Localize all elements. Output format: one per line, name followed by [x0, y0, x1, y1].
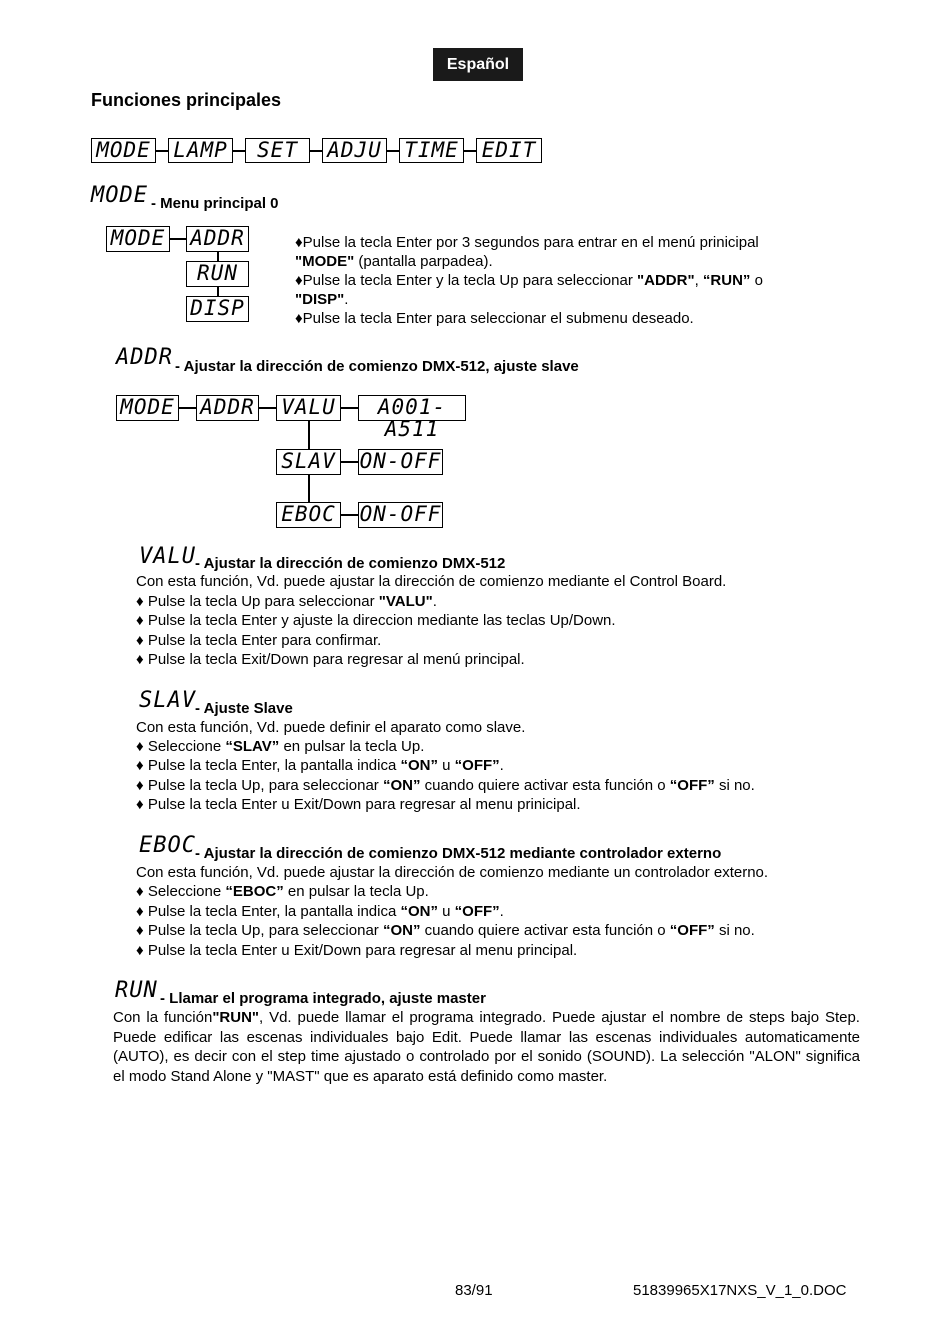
- slav-bullet-3: ♦ Pulse la tecla Up, para seleccionar “ON” cuando quiere activar esta función o “OFF” si no.: [136, 777, 755, 794]
- bullet-icon: ♦: [136, 942, 144, 959]
- slav-bullet-2: ♦ Pulse la tecla Enter, la pantalla indica “ON” u “OFF”.: [136, 757, 504, 774]
- lcd-address-range: A001-A511: [358, 395, 466, 421]
- lcd-set: SET: [245, 138, 310, 163]
- lcd-time: TIME: [399, 138, 464, 163]
- bullet-icon: ♦: [136, 757, 144, 774]
- addr-section-title: - Ajustar la dirección de comienzo DMX-512, ajuste slave: [175, 358, 579, 375]
- bullet-icon: ♦: [295, 234, 303, 251]
- eboc-bullet-4: ♦ Pulse la tecla Enter u Exit/Down para regresar al menu principal.: [136, 942, 578, 959]
- run-lcd-label: RUN: [115, 978, 158, 1003]
- document-id: 51839965X17NXS_V_1_0.DOC: [633, 1282, 847, 1299]
- bullet-icon: ♦: [136, 612, 144, 629]
- mode-bullet-1-cont: "MODE" (pantalla parpadea).: [295, 253, 493, 270]
- run-section-title: - Llamar el programa integrado, ajuste master: [160, 990, 486, 1007]
- valu-lcd-label: VALU: [139, 544, 196, 569]
- page-number: 83/91: [455, 1282, 493, 1299]
- mode-bullet-1: ♦Pulse la tecla Enter por 3 segundos para entrar en el menú prinicipal: [295, 234, 759, 251]
- valu-bullet-2: ♦ Pulse la tecla Enter y ajuste la direccion mediante las teclas Up/Down.: [136, 612, 616, 629]
- lcd-valu: VALU: [276, 395, 341, 421]
- run-paragraph: Con la función"RUN", Vd. puede llamar el programa integrado. Puede ajustar el nombre de steps bajo Step. Puede edificar las escenas individuales bajo Edit. Puede llamar las escenas individuales automaticamente (AUTO), es decir con el step time ajustado o controlado por el sonido (SOUND). La selección "ALON" significa el modo Stand Alone y "MAST" que es aparato está definido como master.: [113, 1009, 860, 1085]
- bullet-icon: ♦: [136, 593, 144, 610]
- valu-intro: Con esta función, Vd. puede ajustar la dirección de comienzo mediante el Control Board.: [136, 573, 727, 590]
- lcd-run: RUN: [186, 261, 249, 287]
- valu-bullet-4: ♦ Pulse la tecla Exit/Down para regresar al menú principal.: [136, 651, 525, 668]
- mode-bullet-2-cont: "DISP".: [295, 291, 349, 308]
- valu-section-title: - Ajustar la dirección de comienzo DMX-512: [195, 555, 506, 572]
- bullet-icon: ♦: [295, 310, 303, 327]
- bullet-icon: ♦: [136, 922, 144, 939]
- valu-bullet-3: ♦ Pulse la tecla Enter para confirmar.: [136, 632, 382, 649]
- lcd-adju: ADJU: [322, 138, 387, 163]
- bullet-icon: ♦: [136, 903, 144, 920]
- slav-bullet-1: ♦ Seleccione “SLAV” en pulsar la tecla Up.: [136, 738, 425, 755]
- bullet-icon: ♦: [136, 796, 144, 813]
- bullet-icon: ♦: [136, 777, 144, 794]
- valu-bullet-1: ♦ Pulse la tecla Up para seleccionar "VALU".: [136, 593, 437, 610]
- slav-intro: Con esta función, Vd. puede definir el aparato como slave.: [136, 719, 526, 736]
- lcd-on-off-eboc: ON-OFF: [359, 502, 442, 526]
- eboc-bullet-1: ♦ Seleccione “EBOC” en pulsar la tecla Up.: [136, 883, 429, 900]
- lcd-addr: ADDR: [196, 395, 259, 421]
- language-badge: Español: [433, 48, 523, 81]
- lcd-addr: ADDR: [186, 226, 249, 252]
- eboc-bullet-2: ♦ Pulse la tecla Enter, la pantalla indica “ON” u “OFF”.: [136, 903, 504, 920]
- lcd-on-off-slave: ON-OFF: [359, 449, 442, 473]
- lcd-lamp: LAMP: [168, 138, 233, 163]
- lcd-eboc: EBOC: [276, 502, 341, 528]
- lcd-mode-root: MODE: [106, 226, 170, 252]
- slav-section-title: - Ajuste Slave: [195, 700, 293, 717]
- mode-bullet-3: ♦Pulse la tecla Enter para seleccionar el submenu deseado.: [295, 310, 694, 327]
- mode-lcd-label: MODE: [91, 183, 148, 208]
- lcd-mode: MODE: [91, 138, 156, 163]
- lcd-disp: DISP: [186, 296, 249, 322]
- eboc-lcd-label: EBOC: [139, 833, 196, 858]
- eboc-bullet-3: ♦ Pulse la tecla Up, para seleccionar “ON” cuando quiere activar esta función o “OFF” si no.: [136, 922, 755, 939]
- eboc-intro: Con esta función, Vd. puede ajustar la dirección de comienzo mediante un controlador externo.: [136, 864, 769, 881]
- bullet-icon: ♦: [136, 883, 144, 900]
- addr-lcd-label: ADDR: [116, 345, 173, 370]
- eboc-section-title: - Ajustar la dirección de comienzo DMX-512 mediante controlador externo: [195, 845, 722, 862]
- slav-lcd-label: SLAV: [139, 688, 196, 713]
- lcd-mode: MODE: [116, 395, 179, 421]
- lcd-edit: EDIT: [476, 138, 542, 163]
- bullet-icon: ♦: [295, 272, 303, 289]
- bullet-icon: ♦: [136, 651, 144, 668]
- page-title: Funciones principales: [91, 90, 282, 110]
- slav-bullet-4: ♦ Pulse la tecla Enter u Exit/Down para regresar al menu prinicipal.: [136, 796, 581, 813]
- mode-bullet-2: ♦Pulse la tecla Enter y la tecla Up para seleccionar "ADDR", “RUN” o: [295, 272, 763, 289]
- mode-section-title: - Menu principal 0: [151, 195, 279, 212]
- bullet-icon: ♦: [136, 738, 144, 755]
- lcd-slav: SLAV: [276, 449, 341, 475]
- bullet-icon: ♦: [136, 632, 144, 649]
